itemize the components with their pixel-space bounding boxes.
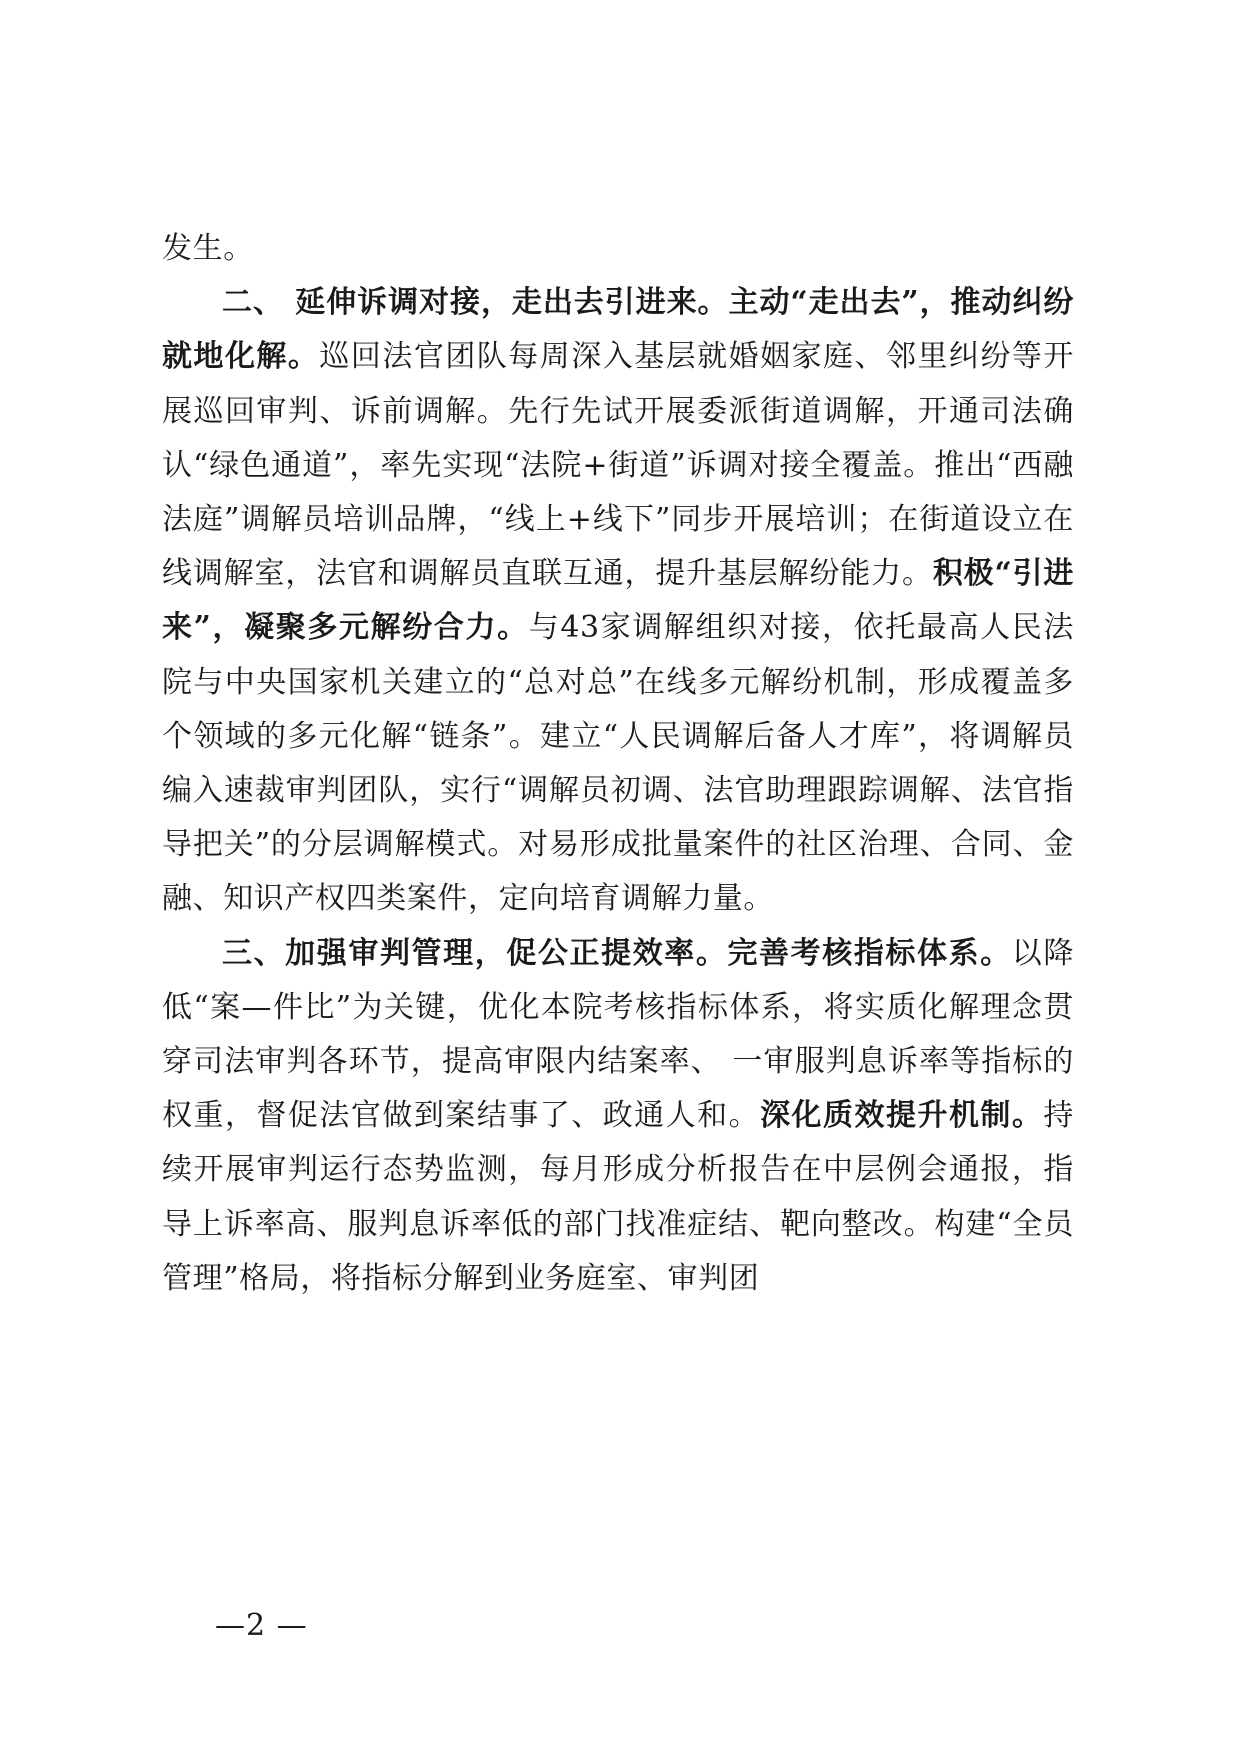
section-2-lead-1: 主动“走出去”，推动纠纷就地化解。 [162,285,1074,375]
section-3-heading: 三、加强审判管理，促公正提效率。 [222,935,728,971]
paragraph-3 [162,927,1074,1306]
paragraph-2 [162,276,1074,926]
section-3-lead-2: 深化质效提升机制。 [760,1098,1044,1134]
section-2-text-1: 巡回法官团队每周深入基层就婚姻家庭、邻里纠纷等开展巡回审判、诉前调解。先行先试开展委派街道调解，开通司法确认“绿色通道”，率先实现“法院+街道”诉调对接全覆盖。推出“西融法庭”调解员培训品牌，“线上+线下”同步开展培训；在街道设立在线调解室，法官和调解员直联互通，提升基层解纷能力。 [162,339,1075,592]
section-3-lead-1: 完善考核指标体系。 [727,935,1012,971]
section-3-text-2: 持续开展审判运行态势监测，每月形成分析报告在中层例会通报，指导上诉率高、服判息诉率低的部门找准症结、靶向整改。构建“全员管理”格局，将指标分解到业务庭室、审判团 [162,1098,1074,1296]
page-number: —2 — [215,1608,308,1643]
section-2-heading: 二、 延伸诉调对接，走出去引进来。 [222,285,729,321]
section-2-lead-2: 积极“引进来”，凝聚多元解纷合力。 [162,556,1074,646]
section-2-text-2: 与43家调解组织对接，依托最高人民法院与中央国家机关建立的“总对总”在线多元解纷机制，形成覆盖多个领域的多元化解“链条”。建立“人民调解后备人才库”，将调解员编入速裁审判团队，实行“调解员初调、法官助理跟踪调解、法官指导把关”的分层调解模式。对易形成批量案件的社区治理、合同、金融、知识产权四类案件，定向培育调解力量。 [162,610,1074,917]
section-3-text-1: 以降低“案—件比”为关键，优化本院考核指标体系，将实质化解理念贯穿司法审判各环节，提高审限内结案率、 一审服判息诉率等指标的权重，督促法官做到案结事了、政通人和。 [162,935,1074,1134]
paragraph-1-text: 发生。 [162,231,254,266]
document-body [162,222,1074,1306]
paragraph-1 [162,222,1074,276]
